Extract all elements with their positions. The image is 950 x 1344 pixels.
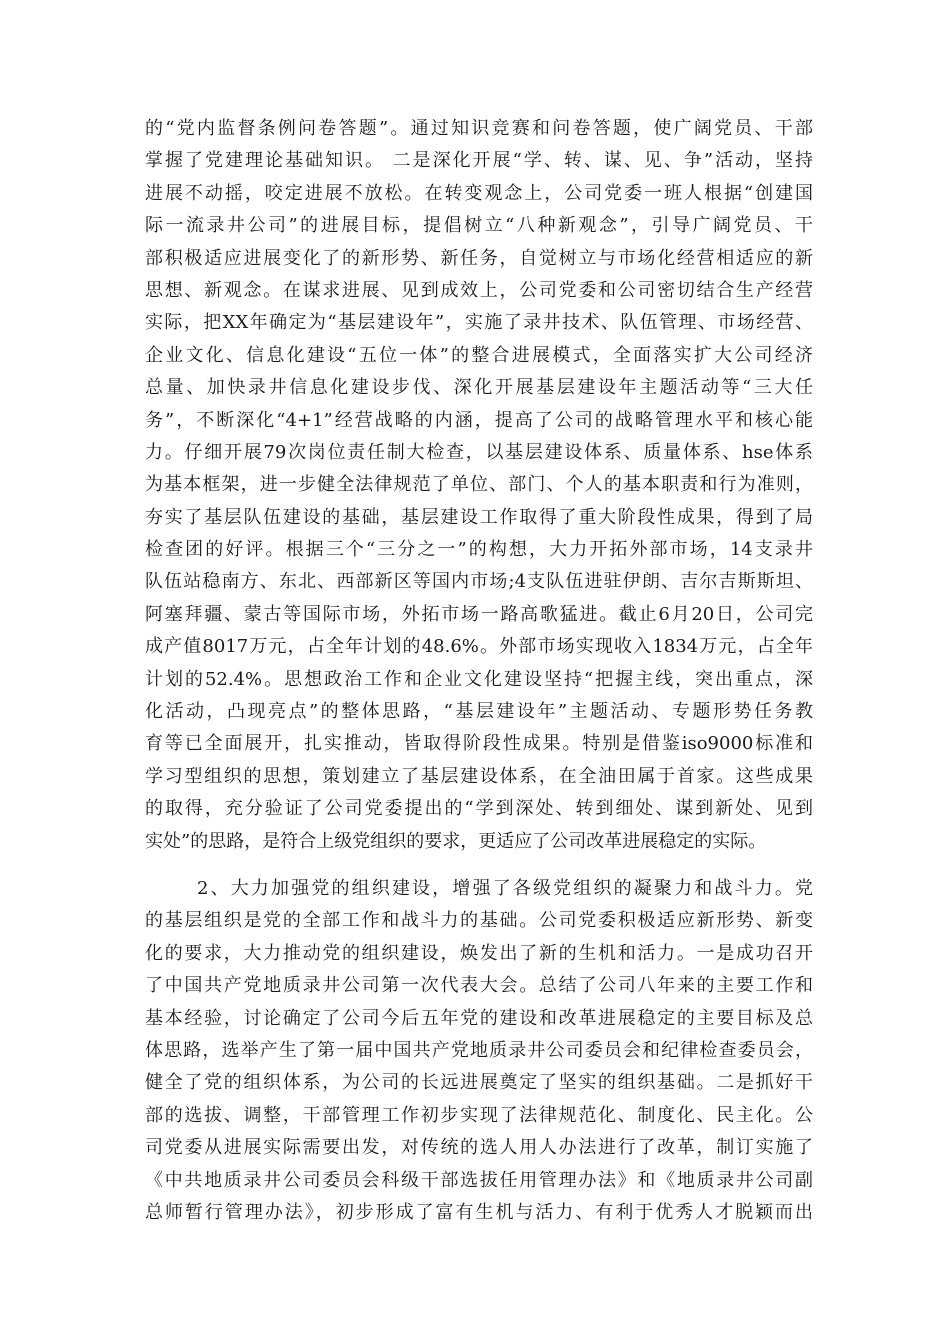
- text-line: 2、大力加强党的组织建设，增强了各级党组织的凝聚力和战斗力。党: [197, 878, 813, 899]
- paragraph-2: [145, 873, 813, 1229]
- text-line: 司党委从进展实际需要出发，对传统的选人用人办法进行了改革，制订实施了: [145, 1137, 813, 1159]
- text-line: 体思路，选举产生了第一届中国共产党地质录井公司委员会和纪律检查委员会，: [145, 1039, 813, 1061]
- text-line: 实际，把XX年确定为“基层建设年”，实施了录井技术、队伍管理、市场经营、: [145, 312, 813, 334]
- text-line: 化的要求，大力推动党的组织建设，焕发出了新的生机和活力。一是成功召开: [145, 942, 813, 964]
- text-line: 为基本框架，进一步健全法律规范了单位、部门、个人的基本职责和行为准则，: [145, 474, 813, 496]
- text-line: 部积极适应进展变化了的新形势、新任务，自觉树立与市场化经营相适应的新: [145, 247, 813, 269]
- text-line: 的“党内监督条例问卷答题”。通过知识竞赛和问卷答题，使广阔党员、干部: [145, 118, 813, 139]
- text-line: 基本经验，讨论确定了公司今后五年党的建设和改革进展稳定的主要目标及总: [145, 1007, 813, 1029]
- text-line: 队伍站稳南方、东北、西部新区等国内市场;4支队伍进驻伊朗、吉尔吉斯斯坦、: [145, 571, 813, 593]
- text-line: 部的选拔、调整，干部管理工作初步实现了法律规范化、制度化、民主化。公: [145, 1104, 813, 1126]
- text-line: 计划的52.4%。思想政治工作和企业文化建设坚持“把握主线，突出重点，深: [145, 668, 813, 690]
- text-line: 育等已全面展开，扎实推动，皆取得阶段性成果。特别是借鉴iso9000标准和: [145, 733, 813, 755]
- text-line: 进展不动摇，咬定进展不放松。在转变观念上，公司党委一班人根据“创建国: [145, 182, 813, 204]
- text-line: 检查团的好评。根据三个“三分之一”的构想，大力开拓外部市场，14支录井: [145, 539, 813, 561]
- text-line: 学习型组织的思想，策划建立了基层建设体系，在全油田属于首家。这些成果: [145, 765, 813, 787]
- text-line: 《中共地质录井公司委员会科级干部选拔任用管理办法》和《地质录井公司副: [145, 1169, 813, 1191]
- paragraph-1: [145, 113, 813, 858]
- text-line: 化活动，凸现亮点”的整体思路，“基层建设年”主题活动、专题形势任务教: [145, 701, 813, 723]
- text-line: 夯实了基层队伍建设的基础，基层建设工作取得了重大阶段性成果，得到了局: [145, 506, 813, 528]
- text-line: 总师暂行管理办法》，初步形成了富有生机与活力、有利于优秀人才脱颖而出: [145, 1201, 813, 1223]
- text-line: 的取得，充分验证了公司党委提出的“学到深处、转到细处、谋到新处、见到: [145, 798, 813, 820]
- text-line: 实处”的思路，是符合上级党组织的要求，更适应了公司改革进展稳定的实际。: [145, 830, 767, 852]
- text-line: 际一流录井公司”的进展目标，提倡树立“八种新观念”，引导广阔党员、干: [145, 215, 813, 237]
- text-line: 阿塞拜疆、蒙古等国际市场，外拓市场一路高歌猛进。截止6月20日，公司完: [145, 603, 813, 625]
- text-line: 总量、加快录井信息化建设步伐、深化开展基层建设年主题活动等“三大任: [145, 377, 813, 399]
- text-line: 掌握了党建理论基础知识。 二是深化开展“学、转、谋、见、争”活动，坚持: [145, 150, 813, 172]
- text-line: 企业文化、信息化建设“五位一体”的整合进展模式，全面落实扩大公司经济: [145, 344, 813, 366]
- text-line: 健全了党的组织体系，为公司的长远进展奠定了坚实的组织基础。二是抓好干: [145, 1072, 813, 1094]
- text-line: 思想、新观念。在谋求进展、见到成效上，公司党委和公司密切结合生产经营: [145, 279, 813, 301]
- text-line: 的基层组织是党的全部工作和战斗力的基础。公司党委积极适应新形势、新变: [145, 910, 813, 932]
- text-line: 成产值8017万元，占全年计划的48.6%。外部市场实现收入1834万元，占全年: [145, 636, 813, 658]
- text-line: 了中国共产党地质录井公司第一次代表大会。总结了公司八年来的主要工作和: [145, 975, 813, 997]
- text-line: 务”，不断深化“4+1”经营战略的内涵，提高了公司的战略管理水平和核心能: [145, 409, 813, 431]
- text-line: 力。仔细开展79次岗位责任制大检查，以基层建设体系、质量体系、hse体系: [145, 441, 813, 463]
